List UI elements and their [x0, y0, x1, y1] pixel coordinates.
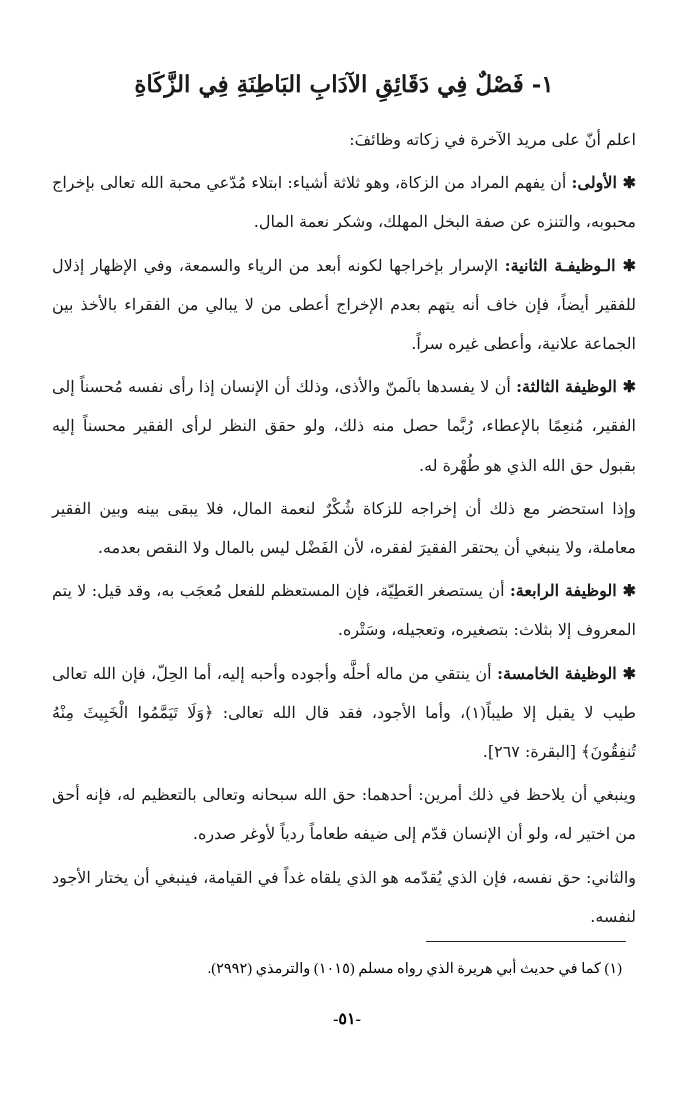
- duty-fifth-paragraph: [52, 654, 636, 772]
- duty-first-label: ✱ الأولى:: [571, 173, 637, 193]
- section-heading: ١- فَصْلٌ فِي دَقَائِقِ الآدَابِ البَاطِنَةِ فِي الزَّكَاةِ: [134, 71, 554, 98]
- duty-third-paragraph: [52, 367, 636, 485]
- duty-fifth-label: ✱ الوظيفة الخامسة:: [497, 663, 637, 683]
- duty-first-paragraph: [52, 163, 636, 241]
- duty-fourth-text: أن يستصغر العَطِيّة، فإن المستعظم للفعل مُعجَب به، وقد قيل: لا يتم المعروف إلا بثلاث: بتصغيره، وتعجيله، وسَتْره.: [52, 581, 636, 640]
- duty-third-text: أن لا يفسدها بالَمنّ والأذى، وذلك أن الإنسان إذا رأى نفسه مُحسناً إلى الفقير، مُنعِمًا بالإعطاء، رُبَّما حصل منه ذلك، ولو حقق النظر لرأى الفقير محسناً إليه بقبول حق الله الذي هو طُهْرة له.: [52, 377, 636, 475]
- duty-second-label: ✱ الـوظيفـة الثانية:: [504, 255, 636, 275]
- duty-third-label: ✱ الوظيفة الثالثة:: [516, 377, 637, 397]
- footnote-divider: [426, 941, 626, 942]
- page-number: -٥١-: [333, 1011, 361, 1028]
- second-matter-paragraph: والثاني: حق نفسه، فإن الذي يُقدّمه هو الذي يلقاه غداً في القيامة، فينبغي أن يختار الأجود لنفسه.: [52, 867, 636, 926]
- gratitude-paragraph: وإذا استحضر مع ذلك أن إخراجه للزكاة شُكْرٌ لنعمة المال، فلا يبقى بينه وبين الفقير معاملة، ولا ينبغي أن يحتقر الفقيرَ لفقره، لأن الفَضْل ليس بالمال ولا النقص بعدمه.: [52, 498, 636, 557]
- duty-second-text: الإسرار بإخراجها لكونه أبعد من الرياء والسمعة، وفي الإظهار إذلال للفقير أيضاً، فإن خاف أنه يتهم بعدم الإخراج أعطى من لا يبالي من الفقراء بالأخذ بين الجماعة علانية، وأعطى غيره سراً.: [52, 255, 636, 353]
- duty-first-text: أن يفهم المراد من الزكاة، وهو ثلاثة أشياء: ابتلاء مُدّعي محبة الله تعالى بإخراج محبوبه، والتنزه عن صفة البخل المهلك، وشكر نعمة المال.: [52, 173, 636, 232]
- duty-fourth-label: ✱ الوظيفة الرابعة:: [509, 581, 636, 601]
- footnote: (١) كما في حديث أبي هريرة الذي رواه مسلم (١٠١٥) والترمذي (٢٩٩٢).: [207, 961, 622, 977]
- duty-fifth-text: أن ينتقي من ماله أحلَّه وأجوده وأحبه إليه، أما الحِلّ، فإن الله تعالى طيب لا يقبل إلا طيباً(١)، وأما الأجود، فقد قال الله تعالى: ﴿وَلَا تَيَمَّمُوا الْخَبِيثَ مِنْهُ تُنفِقُونَ﴾ [البقرة: ٢٦٧].: [52, 663, 636, 761]
- two-matters-paragraph: وينبغي أن يلاحظ في ذلك أمرين: أحدهما: حق الله سبحانه وتعالى بالتعظيم له، فإنه أحق من اختير له، ولو أن الإنسان قدّم إلى ضيفه طعاماً ردياً لأوغر صدره.: [52, 785, 636, 844]
- duty-second-paragraph: [52, 246, 636, 364]
- intro-paragraph: اعلم أنّ على مريد الآخرة في زكاته وظائفَ:: [349, 129, 636, 149]
- duty-fourth-paragraph: [52, 571, 636, 649]
